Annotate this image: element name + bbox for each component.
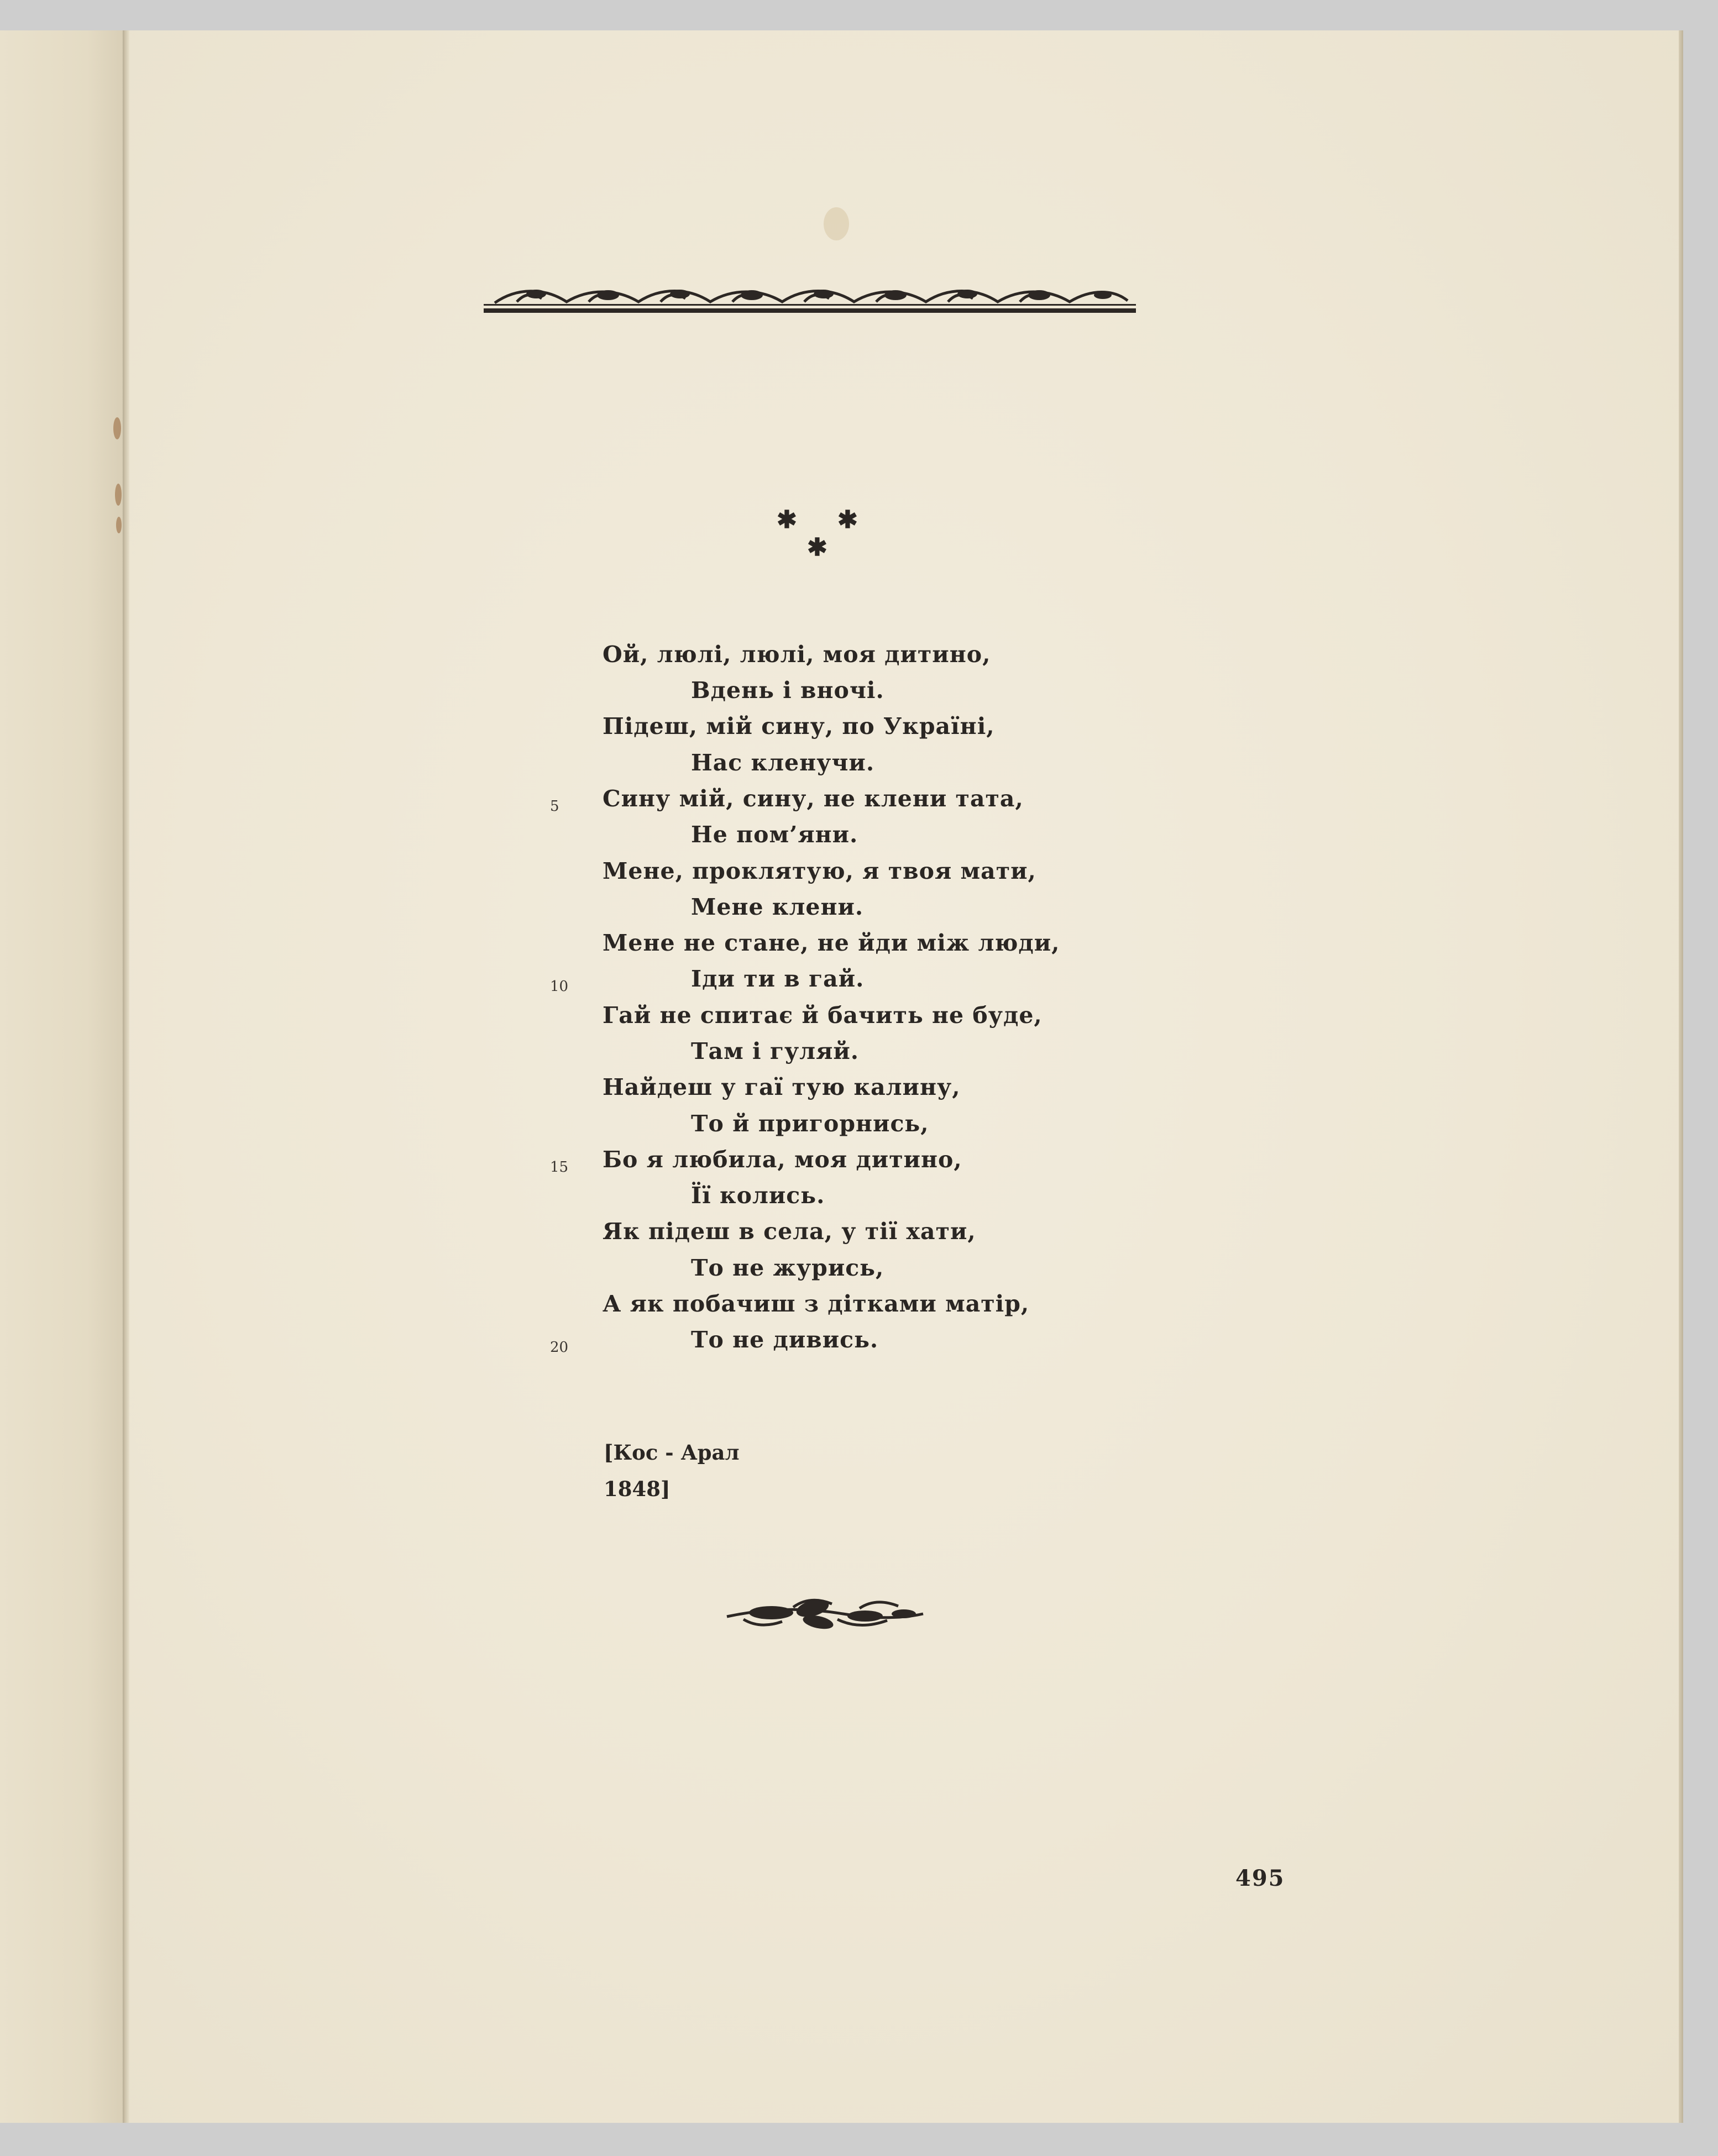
svg-text:✱: ✱ <box>837 506 858 534</box>
right-page-edge <box>1679 30 1683 2123</box>
poem-line: Ой, люлі, люлі, моя дитино, <box>603 641 991 668</box>
book-gutter <box>123 30 129 2123</box>
line-number: 20 <box>550 1339 569 1356</box>
dateline <box>604 1434 740 1507</box>
poem-line: Нас кленучи. <box>691 749 875 776</box>
poem-line: Гай не спитає й бачить не буде, <box>603 1002 1043 1029</box>
poem-line: Сину мій, сину, не клени тата, <box>603 785 1024 812</box>
poem-line: То й пригорнись, <box>691 1110 929 1137</box>
binding-mark <box>113 417 121 439</box>
line-number: 15 <box>550 1159 569 1176</box>
poem-line: Вдень і вночі. <box>691 677 884 704</box>
poem-line: Як підеш в села, у тії хати, <box>603 1218 976 1245</box>
poem-line: Мене, проклятую, я твоя мати, <box>603 858 1036 884</box>
poem-line: Її колись. <box>691 1182 825 1209</box>
svg-text:✱: ✱ <box>777 506 797 534</box>
paper-stain <box>824 207 849 240</box>
left-page-edge <box>0 30 124 2123</box>
binding-mark <box>115 484 122 506</box>
tailpiece-ornament <box>721 1592 929 1633</box>
line-number: 5 <box>550 798 559 815</box>
poem-line: Мене не стане, не йди між люди, <box>603 930 1060 956</box>
svg-text:✱: ✱ <box>807 533 827 562</box>
book-page <box>0 30 1683 2123</box>
dateline-year: 1848] <box>604 1477 671 1501</box>
binding-mark <box>116 517 122 533</box>
poem-line: Бо я любила, моя дитино, <box>603 1146 962 1173</box>
poem-line: Там і гуляй. <box>691 1038 860 1064</box>
page-number: 495 <box>1235 1865 1285 1891</box>
poem-line: То не журись, <box>691 1255 884 1281</box>
poem-line: Підеш, мій сину, по Україні, <box>603 713 995 739</box>
poem-line: То не дивись. <box>691 1326 879 1353</box>
poem-line: Мене клени. <box>691 894 864 920</box>
poem-line: Іди ти в гай. <box>691 966 865 992</box>
poem-line: Не пом’яни. <box>691 821 858 848</box>
poem-line: А як побачиш з дітками матір, <box>603 1291 1030 1317</box>
line-number: 10 <box>550 978 569 995</box>
dateline-place: [Кос - Арал <box>604 1440 740 1465</box>
headpiece-ornament <box>484 282 1136 321</box>
asterism-icon <box>771 503 871 564</box>
poem-line: Найдеш у гаї тую калину, <box>603 1074 961 1100</box>
